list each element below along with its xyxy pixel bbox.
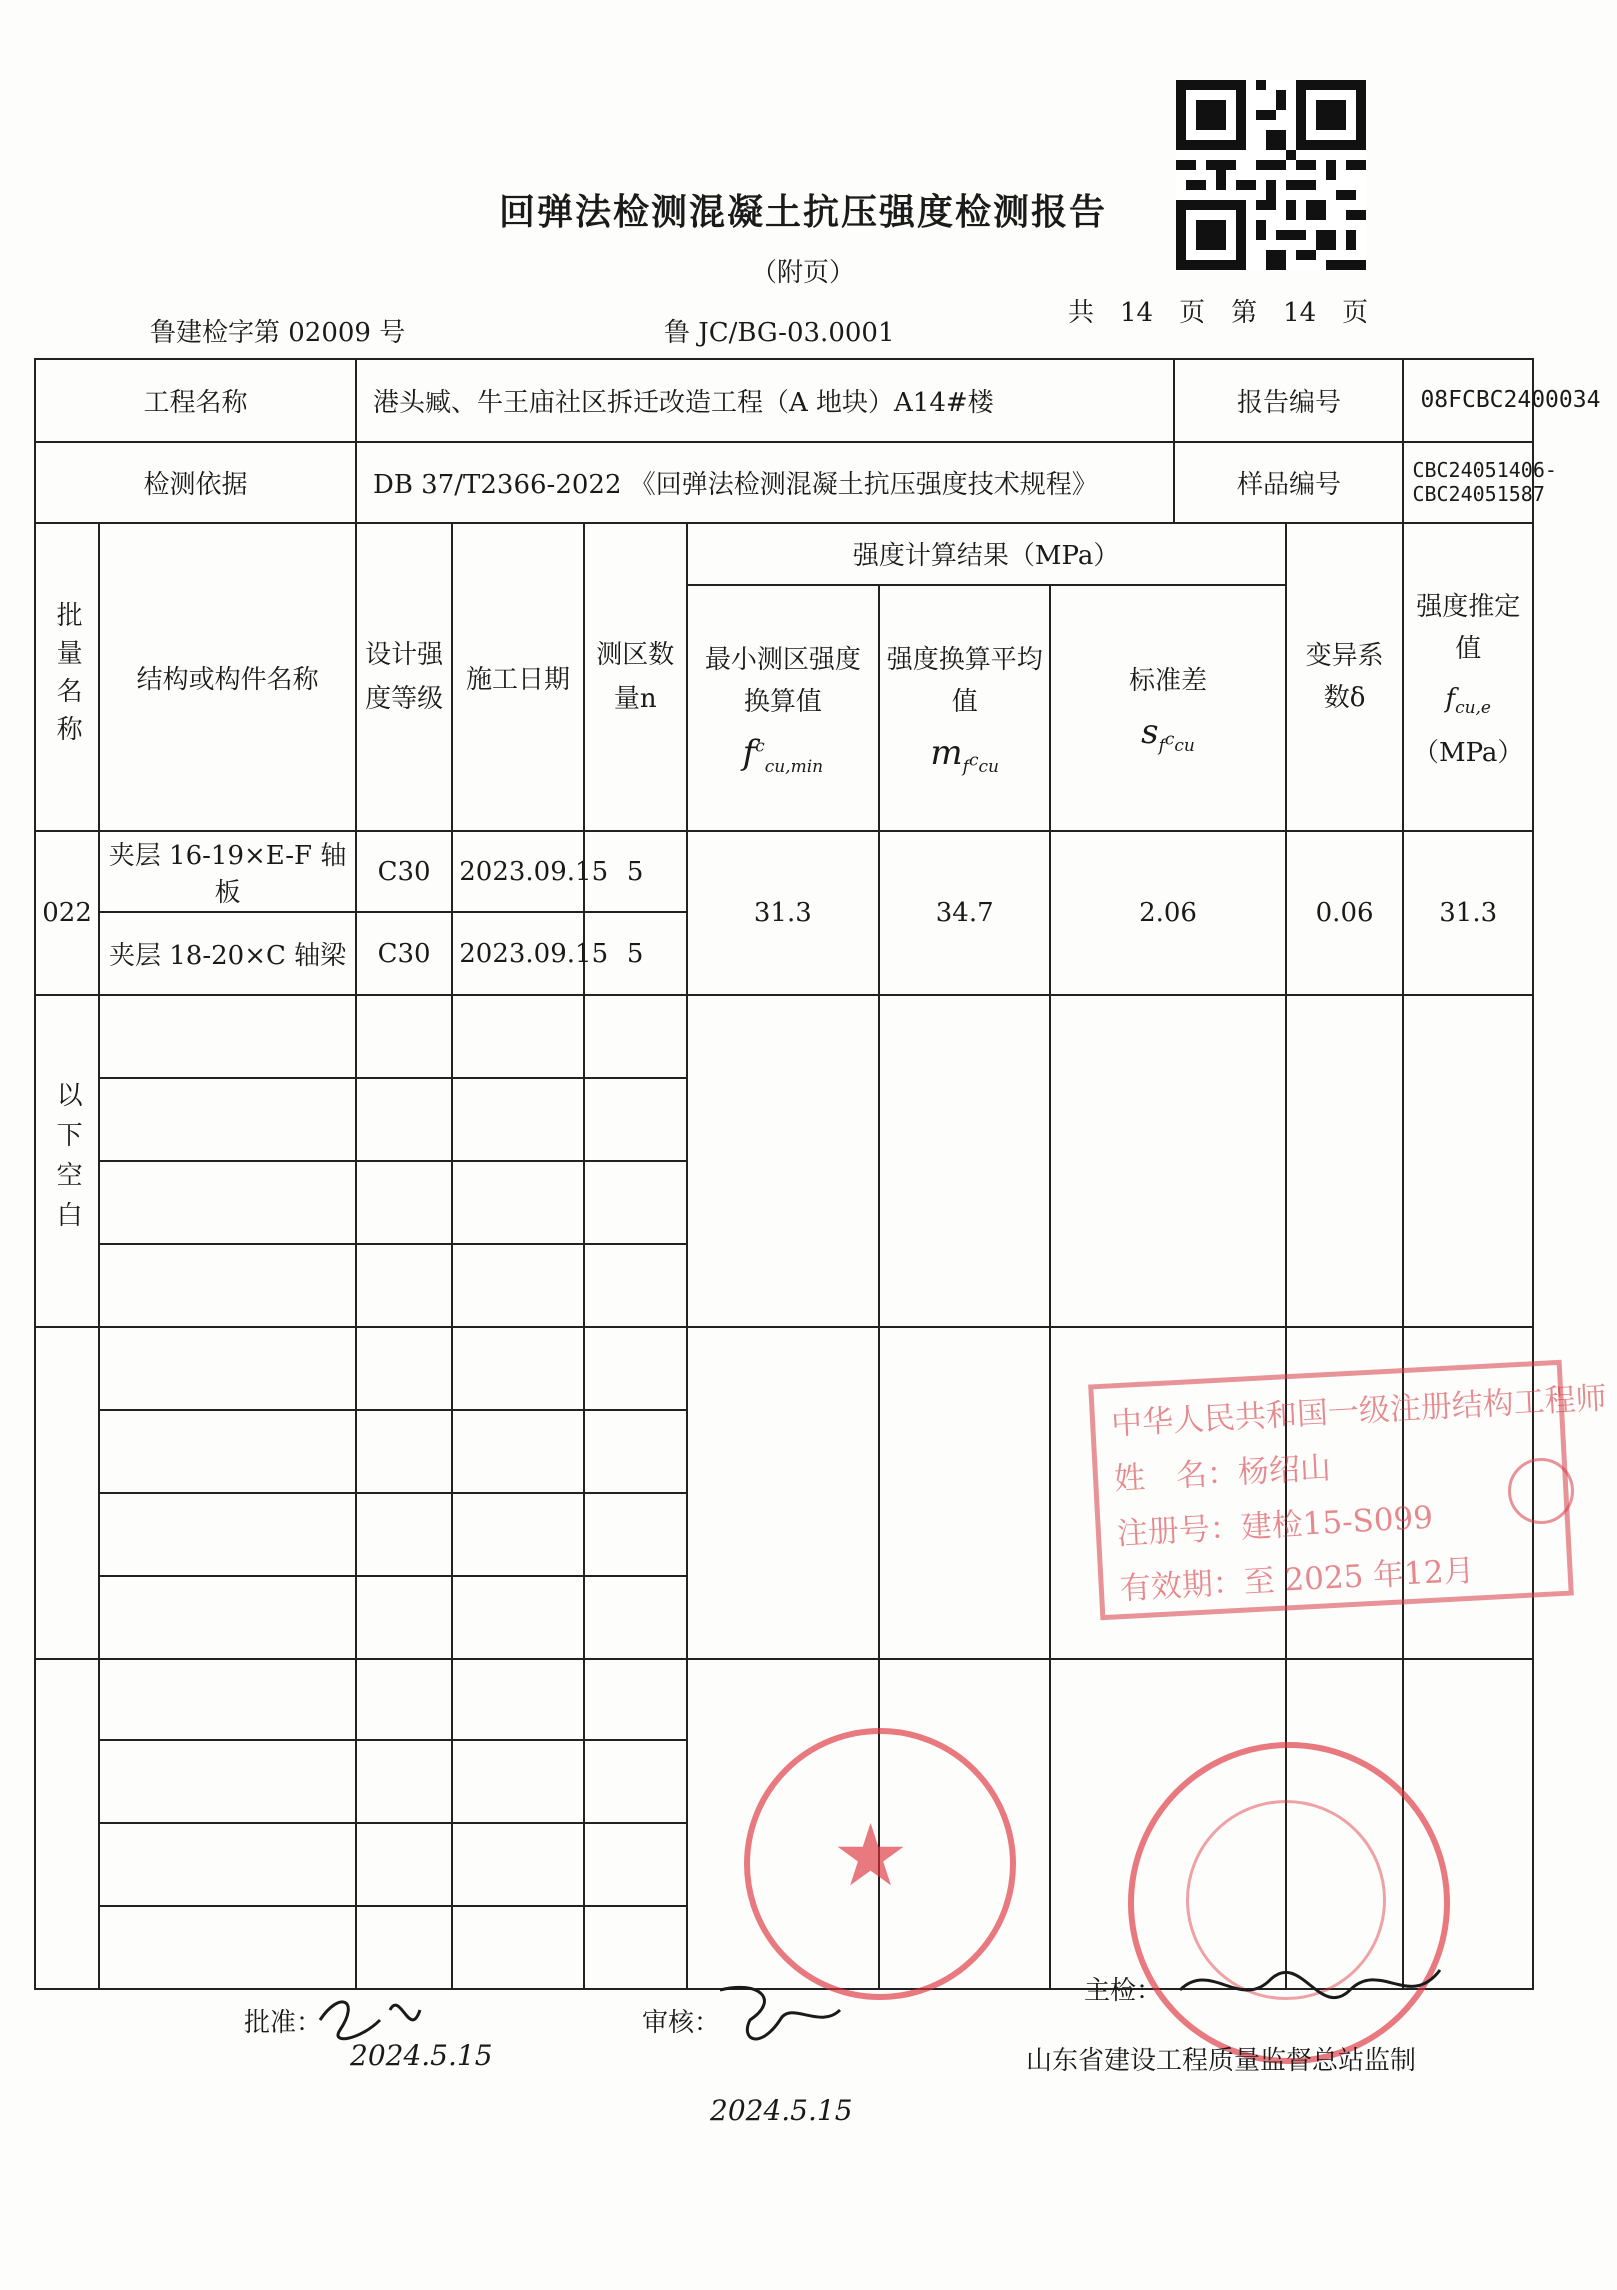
engineer-stamp-line3: 注册号：建检15-S099 — [1116, 1499, 1434, 1553]
blank-note: 以下空白 — [35, 995, 99, 1327]
report-subtitle: （附页） — [750, 258, 855, 288]
approve-label: 批准： — [244, 2008, 323, 2038]
report-number-value: 08FCBC2400034 — [1403, 359, 1533, 442]
member-name-cell: 夹层 18-20×C 轴梁 — [99, 912, 356, 995]
min-zone-formula: $f^c_{cu,min}$ — [742, 733, 824, 777]
sample-number-value: CBC24051406-CBC24051587 — [1403, 442, 1533, 523]
estimate-formula: $f_{cu,e}$ — [1445, 683, 1491, 718]
date-cell: 2023.09.15 — [452, 912, 584, 995]
column-batch-name: 批量名称 — [35, 523, 99, 832]
min-zone-label: 最小测区强度换算值 — [704, 645, 861, 718]
test-basis-value: DB 37/T2366-2022 《回弹法检测混凝土抗压强度技术规程》 — [356, 442, 1175, 523]
reviewer-signature — [700, 1980, 940, 2140]
sample-number-label: 样品编号 — [1174, 442, 1403, 523]
column-min-zone — [687, 585, 880, 832]
supervisor-note: 山东省建设工程质量监督总站监制 — [1026, 2046, 1417, 2076]
chief-inspector-signature — [1170, 1950, 1470, 2050]
cov-value: 0.06 — [1286, 831, 1404, 995]
table-row — [35, 831, 1533, 912]
approver-date: 2024.5.15 — [350, 2039, 493, 2072]
zone-count-cell: 5 — [584, 831, 687, 912]
std-dev-value: 2.06 — [1050, 831, 1285, 995]
date-cell: 2023.09.15 — [452, 831, 584, 912]
grade-cell: C30 — [356, 912, 452, 995]
engineer-stamp-line4: 有效期：至 2025 年12月 — [1118, 1552, 1476, 1608]
estimate-label: 强度推定值 — [1416, 591, 1521, 664]
column-cov — [1286, 523, 1404, 832]
estimate-value: 31.3 — [1403, 831, 1533, 995]
cert-number: 鲁建检字第 02009 号 — [150, 318, 406, 348]
average-value: 34.7 — [879, 831, 1050, 995]
column-construction-date: 施工日期 — [452, 523, 584, 832]
reviewer-date: 2024.5.15 — [710, 2094, 853, 2127]
column-zone-count: 测区数量n — [584, 523, 687, 832]
average-label: 强度换算平均值 — [886, 645, 1043, 718]
company-seal-star-icon: ★ — [832, 1806, 910, 1906]
estimate-unit: （MPa） — [1412, 737, 1524, 768]
engineer-stamp-line1: 中华人民共和国一级注册结构工程师 — [1110, 1380, 1608, 1443]
column-average — [879, 585, 1050, 832]
min-zone-value: 31.3 — [687, 831, 880, 995]
test-basis-label: 检测依据 — [35, 442, 356, 523]
engineer-stamp-line2: 姓 名：杨绍山 — [1113, 1450, 1332, 1498]
company-seal — [744, 1728, 1016, 2000]
column-design-grade: 设计强度等级 — [356, 523, 452, 832]
report-title: 回弹法检测混凝土抗压强度检测报告 — [498, 191, 1107, 233]
column-result-group: 强度计算结果（MPa） — [687, 523, 1286, 585]
member-name-cell: 夹层 16-19×E-F 轴板 — [99, 831, 356, 912]
column-estimate — [1403, 523, 1533, 832]
column-member-name: 结构或构件名称 — [99, 523, 356, 832]
project-name-label: 工程名称 — [35, 359, 356, 442]
review-label: 审核： — [642, 2008, 721, 2038]
average-formula: $m_{f^ccu}$ — [930, 733, 999, 777]
zone-count-cell: 5 — [584, 912, 687, 995]
cov-label: 变异系数δ — [1305, 641, 1384, 714]
column-std-dev — [1050, 585, 1285, 832]
form-code: 鲁 JC/BG-03.0001 — [664, 318, 895, 348]
batch-name-cell: 022 — [35, 831, 99, 995]
project-name-value: 港头臧、牛王庙社区拆迁改造工程（A 地块）A14#楼 — [356, 359, 1175, 442]
engineer-stamp — [1088, 1360, 1608, 1620]
approver-signature — [300, 1980, 560, 2090]
std-dev-formula: $s_{f^ccu}$ — [1141, 712, 1195, 756]
page-info: 共 14 页 第 14 页 — [1068, 298, 1369, 328]
std-dev-label: 标准差 — [1129, 666, 1208, 697]
engineer-stamp-emblem-icon — [1508, 1458, 1574, 1524]
chief-inspector-label: 主检： — [1084, 1976, 1163, 2006]
report-number-label: 报告编号 — [1174, 359, 1403, 442]
qr-code-icon — [1176, 80, 1366, 270]
grade-cell: C30 — [356, 831, 452, 912]
